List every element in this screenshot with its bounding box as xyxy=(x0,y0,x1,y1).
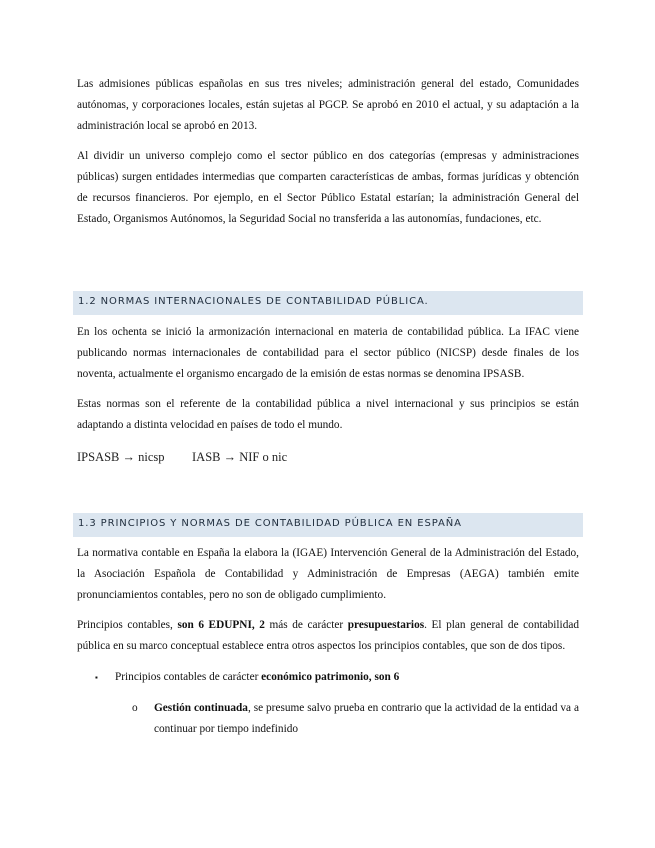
paragraph-normativa: La normativa contable en España la elabora la (IGAE) Intervención General de la Administración del Estado, la Asociación Española de Contabilidad y Administración de Empresas (AEGA) también emite pronunciamientos contables, pero no son de obligado cumplimiento. xyxy=(77,547,579,601)
section-heading-1-3 xyxy=(73,513,583,537)
square-bullet-icon: ▪ xyxy=(95,673,98,682)
section-heading-1-2-text: 1.2 NORMAS INTERNACIONALES DE CONTABILIDAD PÚBLICA. xyxy=(78,296,429,307)
formula-ipsasb: IPSASB → nicsp xyxy=(77,450,165,464)
paragraph-sector-publico: Al dividir un universo complejo como el sector público en dos categorías (empresas y administraciones públicas) surgen entidades intermedias que comparten características de ambas, formas jurídicas y obtención de recursos financieros. Por ejemplo, en el Sector Público Estatal estarían; la administración General del Estado, Organismos Autónomos, la Seguridad Social no transferida a las autonomías, fundaciones, etc. xyxy=(77,150,579,225)
paragraph-armonizacion: En los ochenta se inició la armonización internacional en materia de contabilidad pública. La IFAC viene publicando normas internacionales de contabilidad para el sector público (NICSP) desde finales de los noventa, actualmente el organismo encargado de la emisión de estas normas se denomina IPSASB. xyxy=(77,326,579,380)
formula-iasb: IASB → NIF o nic xyxy=(192,450,288,464)
section-heading-1-3-text: 1.3 PRINCIPIOS Y NORMAS DE CONTABILIDAD PÚBLICA EN ESPAÑA xyxy=(78,518,462,529)
circle-bullet-icon: o xyxy=(132,702,138,714)
paragraph-pgcp: Las admisiones públicas españolas en sus tres niveles; administración general del estado, Comunidades autónomas, y corporaciones locales, están sujetas al PGCP. Se aprobó en 2010 el actual, y su adaptación a la administración local se aprobó en 2013. xyxy=(77,78,579,132)
list-item-text: Gestión continuada, se presume salvo prueba en contrario que la actividad de la entidad va a continuar por tiempo indefinido xyxy=(154,702,579,735)
list-item-text: Principios contables de carácter económico patrimonio, son 6 xyxy=(115,671,400,683)
paragraph-referente: Estas normas son el referente de la contabilidad pública a nivel internacional y sus principios se están adaptando a distinta velocidad en países de todo el mundo. xyxy=(77,398,579,431)
section-heading-1-2 xyxy=(73,291,583,315)
paragraph-principios: Principios contables, son 6 EDUPNI, 2 más de carácter presupuestarios. El plan general de contabilidad pública en su marco conceptual establece entra otros aspectos los principios contables, que son de dos tipos. xyxy=(77,619,580,652)
